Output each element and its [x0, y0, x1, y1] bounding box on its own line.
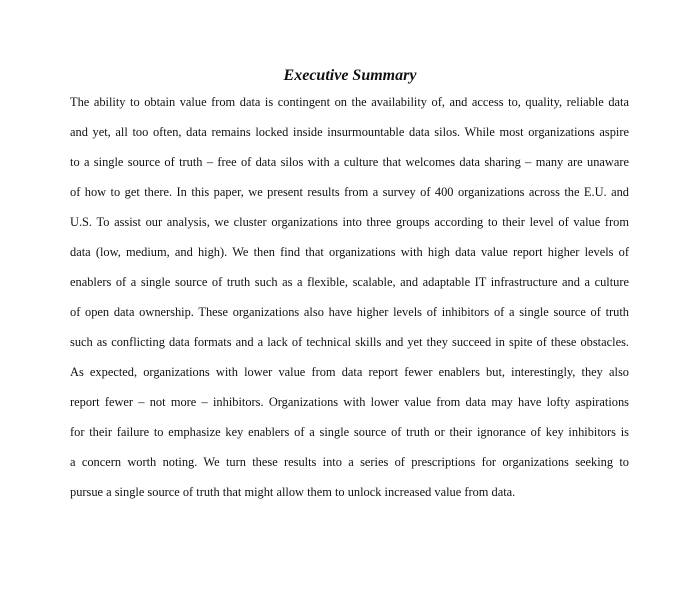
paragraph-line: a concern worth noting. We turn these results into a series of prescriptions for organizations seeking to: [70, 455, 629, 469]
paragraph-line: report fewer – not more – inhibitors. Organizations with lower value from data may have lofty aspirations: [70, 395, 629, 409]
paragraph-line: U.S. To assist our analysis, we cluster organizations into three groups according to their level of value from: [70, 215, 629, 229]
paragraph-line: and yet, all too often, data remains locked inside insurmountable data silos. While most organizations aspire: [70, 125, 629, 139]
paragraph-line: data (low, medium, and high). We then find that organizations with high data value report higher levels of: [70, 245, 629, 259]
paragraph-line: The ability to obtain value from data is contingent on the availability of, and access to, quality, reliable data: [70, 95, 629, 109]
paragraph-line: of how to get there. In this paper, we present results from a survey of 400 organizations across the E.U. and: [70, 185, 629, 199]
paragraph-line: enablers of a single source of truth such as a flexible, scalable, and adaptable IT infrastructure and a culture: [70, 275, 629, 289]
paragraph-line: As expected, organizations with lower value from data report fewer enablers but, interestingly, they also: [70, 365, 629, 379]
paragraph-line-last: pursue a single source of truth that might allow them to unlock increased value from data.: [70, 485, 516, 499]
paragraph-line: for their failure to emphasize key enablers of a single source of truth or their ignorance of key inhibitors is: [70, 425, 629, 439]
paragraph-line: such as conflicting data formats and a lack of technical skills and yet they succeed in spite of these obstacles.: [70, 335, 629, 349]
paragraph-line: of open data ownership. These organizations also have higher levels of inhibitors of a single source of truth: [70, 305, 629, 319]
section-title: Executive Summary: [283, 67, 417, 84]
paragraph-line: to a single source of truth – free of data silos with a culture that welcomes data sharing – many are unaware: [70, 155, 629, 169]
